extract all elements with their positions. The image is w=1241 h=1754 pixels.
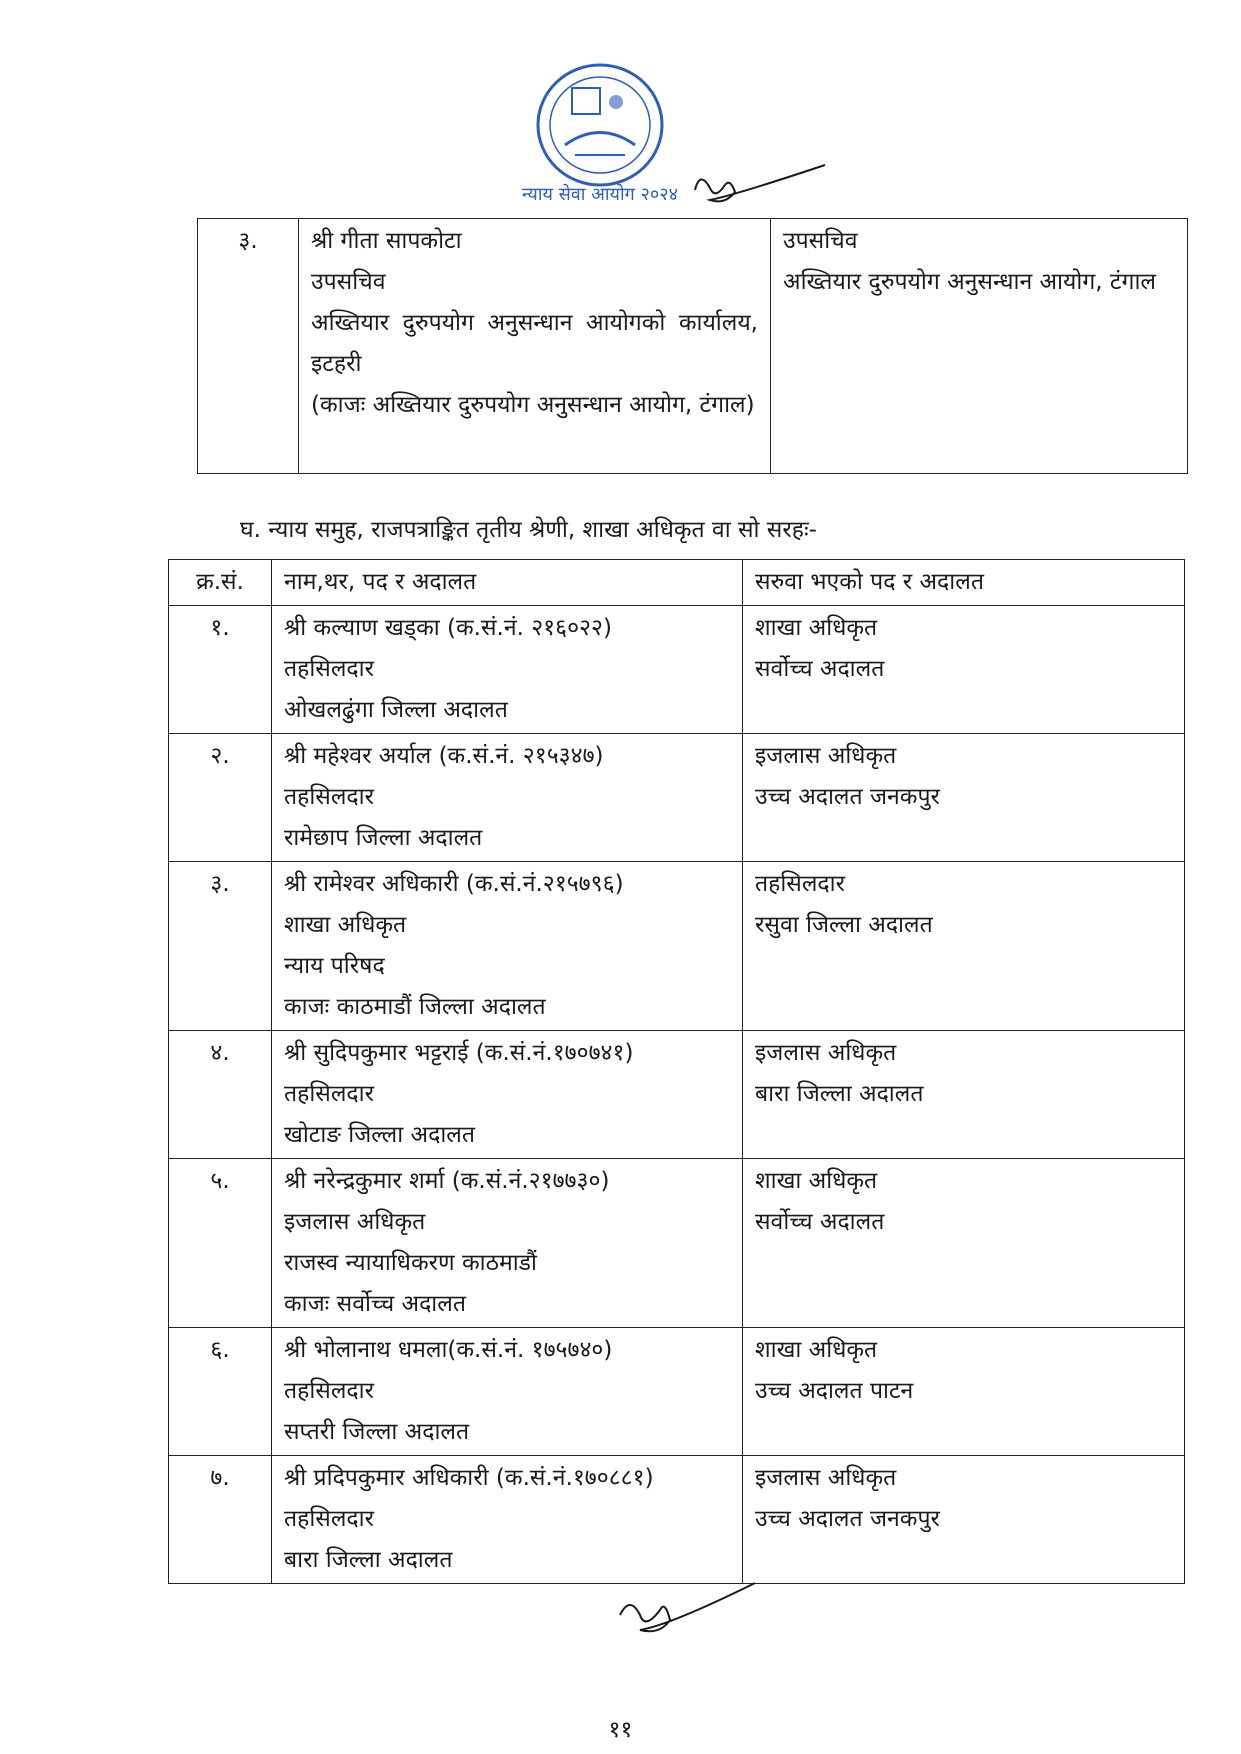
header-serial: क्र.सं. <box>169 560 272 606</box>
signature-bottom <box>610 1575 760 1645</box>
transferred-post-cell: इजलास अधिकृत उच्च अदालत जनकपुर <box>743 1456 1185 1584</box>
serial-number: ७. <box>169 1456 272 1584</box>
current-post-cell: श्री प्रदिपकुमार अधिकारी (क.सं.नं.१७०८८१) तहसिलदार बारा जिल्ला अदालत <box>272 1456 743 1584</box>
transferred-post-cell: शाखा अधिकृत सर्वोच्च अदालत <box>743 606 1185 734</box>
current-post-cell: श्री रामेश्वर अधिकारी (क.सं.नं.२१५७९६) शाखा अधिकृत न्याय परिषद काजः काठमाडौं जिल्ला अदालत <box>272 862 743 1031</box>
current-post-cell: श्री भोलानाथ धमला(क.सं.नं. १७५७४०) तहसिलदार सप्तरी जिल्ला अदालत <box>272 1328 743 1456</box>
header-name-post-court: नाम,थर, पद र अदालत <box>272 560 743 606</box>
official-stamp <box>520 50 680 220</box>
signature-top <box>690 160 830 220</box>
stamp-text: न्याय सेवा आयोग २०२४ <box>522 184 678 205</box>
transfer-table <box>168 559 1185 1584</box>
table-header-row <box>169 560 1185 606</box>
transferred-post-cell: इजलास अधिकृत उच्च अदालत जनकपुर <box>743 734 1185 862</box>
current-post-cell: श्री सुदिपकुमार भट्टराई (क.सं.नं.१७०७४१) तहसिलदार खोटाङ जिल्ला अदालत <box>272 1031 743 1159</box>
table-row <box>169 862 1185 1031</box>
header-transferred-post-court: सरुवा भएको पद र अदालत <box>743 560 1185 606</box>
current-post-cell: श्री नरेन्द्रकुमार शर्मा (क.सं.नं.२१७७३०) इजलास अधिकृत राजस्व न्यायाधिकरण काठमाडौं काजः सर्वोच्च अदालत <box>272 1159 743 1328</box>
serial-number: ३. <box>198 219 299 474</box>
transferred-post-cell: शाखा अधिकृत सर्वोच्च अदालत <box>743 1159 1185 1328</box>
current-post-cell: श्री महेश्वर अर्याल (क.सं.नं. २१५३४७) तहसिलदार रामेछाप जिल्ला अदालत <box>272 734 743 862</box>
current-post-cell: श्री गीता सापकोटा उपसचिव अख्तियार दुरुपयोग अनुसन्धान आयोगको कार्यालय, इटहरी (काजः अख्तियार दुरुपयोग अनुसन्धान आयोग, टंगाल) <box>299 219 771 474</box>
serial-number: १. <box>169 606 272 734</box>
table-row <box>169 606 1185 734</box>
table-row <box>198 219 1188 474</box>
table-row <box>169 734 1185 862</box>
table-row <box>169 1031 1185 1159</box>
table-row <box>169 1159 1185 1328</box>
current-post-cell: श्री कल्याण खड्का (क.सं.नं. २१६०२२) तहसिलदार ओखलढुंगा जिल्ला अदालत <box>272 606 743 734</box>
table-row <box>169 1456 1185 1584</box>
serial-number: ५. <box>169 1159 272 1328</box>
transferred-post-cell: इजलास अधिकृत बारा जिल्ला अदालत <box>743 1031 1185 1159</box>
serial-number: २. <box>169 734 272 862</box>
transferred-post-cell: तहसिलदार रसुवा जिल्ला अदालत <box>743 862 1185 1031</box>
table-row <box>169 1328 1185 1456</box>
serial-number: ३. <box>169 862 272 1031</box>
continued-transfer-table <box>197 218 1188 474</box>
transferred-post-cell: शाखा अधिकृत उच्च अदालत पाटन <box>743 1328 1185 1456</box>
page-number: ११ <box>608 1717 633 1743</box>
serial-number: ६. <box>169 1328 272 1456</box>
serial-number: ४. <box>169 1031 272 1159</box>
section-heading: घ. न्याय समुह, राजपत्राङ्कित तृतीय श्रेणी, शाखा अधिकृत वा सो सरहः- <box>240 517 817 543</box>
transferred-post-cell: उपसचिव अख्तियार दुरुपयोग अनुसन्धान आयोग, टंगाल <box>771 219 1188 474</box>
